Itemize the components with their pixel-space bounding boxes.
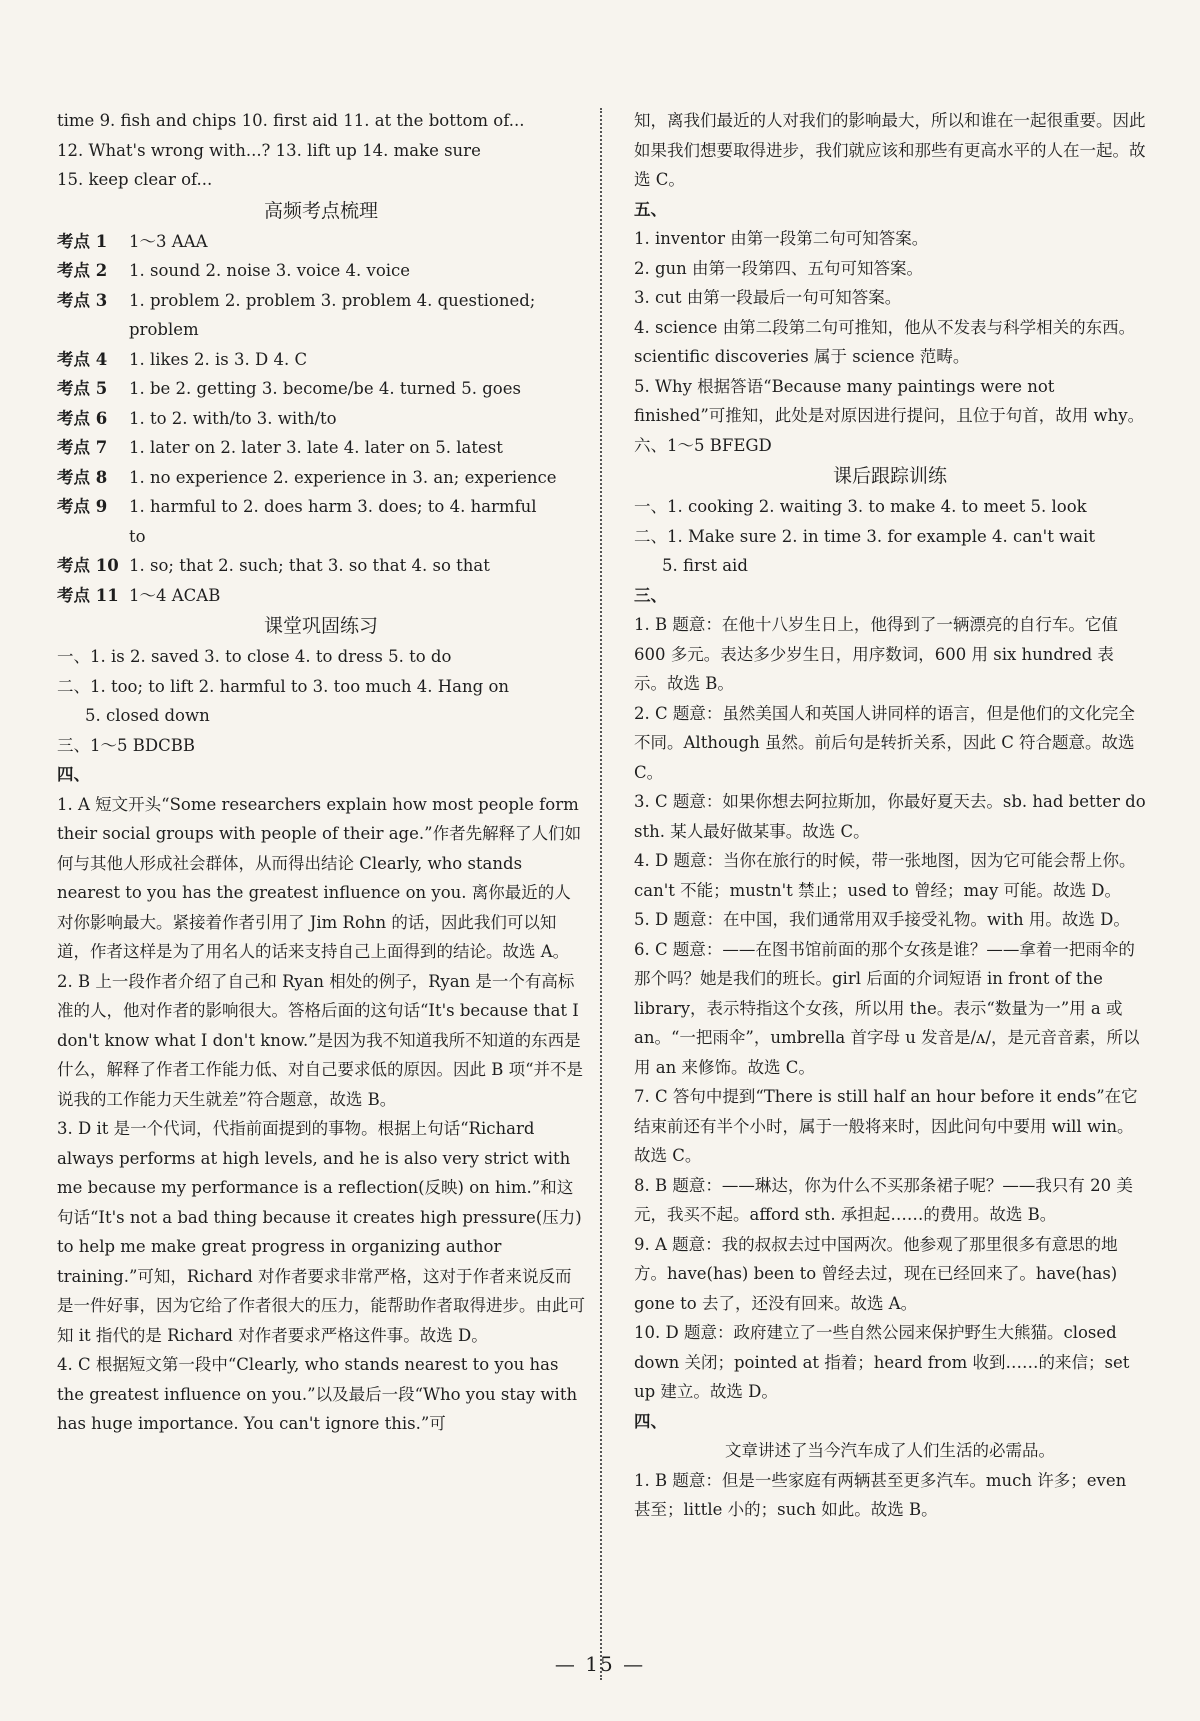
answer-line: time 9. fish and chips 10. first aid 11. at the bottom of... — [57, 111, 525, 130]
mcq-explanation: 7. C 答句中提到“There is still half an hour before it ends”在它结束前还有半个小时，属于一般将来时，因此问句中要用 will win。故选 C。 — [634, 1087, 1138, 1165]
answer-explanation: 4. C 根据短文第一段中“Clearly, who stands nearest to you has the greatest influence on you.”以及最后一段“Who you stay with has huge importance. You can't ignore this.”可 — [57, 1355, 578, 1433]
kaodian-answer: 1. no experience 2. experience in 3. an; experience — [129, 467, 557, 487]
kaodian-row — [57, 551, 585, 581]
kaodian-label: 考点 2 — [57, 261, 108, 280]
kaodian-label: 考点 9 — [57, 497, 108, 516]
answer-explanation-continued: 知，离我们最近的人对我们的影响最大，所以和谁在一起很重要。因此如果我们想要取得进步，我们就应该和那些有更高水平的人在一起。故选 C。 — [634, 111, 1146, 189]
kaodian-answer: 1. so; that 2. such; that 3. so that 4. so that — [129, 556, 490, 575]
mcq-explanation: 9. A 题意：我的叔叔去过中国两次。他参观了那里很多有意思的地方。have(has) been to 曾经去过，现在已经回来了。have(has) gone to 去了，还没有回来。故选 A。 — [634, 1234, 1118, 1313]
kaodian-answer: 1～4 ACAB — [129, 585, 221, 605]
kaodian-label: 考点 4 — [57, 349, 108, 369]
kaodian-row — [57, 522, 585, 552]
mcq-explanation: 2. C 题意：虽然美国人和英国人讲同样的语言，但是他们的文化完全不同。Although 虽然。前后句是转折关系，因此 C 符合题意。故选 C。 — [634, 703, 1135, 782]
section-label-four: 四、 — [634, 1411, 667, 1431]
mcq-explanation: 1. B 题意：在他十八岁生日上，他得到了一辆漂亮的自行车。它值 600 多元。表达多少岁生日，用序数词，600 用 six hundred 表示。故选 B。 — [634, 615, 1118, 693]
kaodian-row — [57, 374, 585, 404]
answer-line: 2. gun 由第一段第四、五句可知答案。 — [634, 258, 924, 278]
kaodian-label: 考点 11 — [57, 585, 119, 605]
kaodian-row — [57, 227, 585, 257]
answer-line: 12. What's wrong with...? 13. lift up 14. make sure — [57, 140, 481, 160]
practice-line: 四、 — [57, 765, 90, 784]
kaodian-label: 考点 6 — [57, 408, 108, 428]
page-number: — 15 — — [554, 1652, 646, 1676]
mcq-explanation: 5. D 题意：在中国，我们通常用双手接受礼物。with 用。故选 D。 — [634, 910, 1130, 929]
kaodian-label: 考点 1 — [57, 231, 108, 251]
kaodian-answer: 1. be 2. getting 3. become/be 4. turned 5. goes — [129, 379, 521, 398]
mcq-explanation: 4. D 题意：当你在旅行的时候，带一张地图，因为它可能会帮上你。can't 不能；mustn't 禁止；used to 曾经；may 可能。故选 D。 — [634, 851, 1136, 900]
answer-line: 5. Why 根据答语“Because many paintings were not finished”可推知，此处是对原因进行提问，且位于句首，故用 why。 — [634, 376, 1145, 425]
kaodian-answer: 1. problem 2. problem 3. problem 4. questioned; — [129, 290, 536, 310]
kaodian-row — [57, 315, 585, 345]
kaodian-row — [57, 345, 585, 375]
kaodian-row — [57, 286, 585, 316]
kaodian-label: 考点 10 — [57, 556, 119, 575]
drill-line: 5. first aid — [662, 556, 748, 575]
kaodian-label: 考点 8 — [57, 467, 108, 487]
mcq-explanation: 1. B 题意：但是一些家庭有两辆甚至更多汽车。much 许多；even 甚至；little 小的；such 如此。故选 B。 — [634, 1470, 1127, 1519]
answer-line: 1. inventor 由第一段第二句可知答案。 — [634, 229, 929, 248]
drill-line: 一、1. cooking 2. waiting 3. to make 4. to meet 5. look — [634, 497, 1087, 516]
drill-line: 三、 — [634, 585, 667, 605]
mcq-explanation: 6. C 题意：——在图书馆前面的那个女孩是谁？——拿着一把雨伞的那个吗？她是我们的班长。girl 后面的介词短语 in front of the library，表示特指这个女孩，所以用 the。表示“数量为一”用 a 或 an。“一把雨伞”，umbrella 首字母 u 发音是/ʌ/，是元音音素，所以用 an 来修饰。故选 C。 — [634, 939, 1140, 1077]
section-six: 六、1～5 BFEGD — [634, 435, 772, 455]
kaodian-answer: 1. harmful to 2. does harm 3. does; to 4. harmful — [129, 497, 537, 516]
practice-line: 5. closed down — [85, 706, 210, 725]
mcq-explanation: 3. C 题意：如果你想去阿拉斯加，你最好夏天去。sb. had better do sth. 某人最好做某事。故选 C。 — [634, 792, 1146, 841]
kaodian-label: 考点 7 — [57, 438, 108, 457]
section-label-five: 五、 — [634, 199, 667, 219]
kaodian-row — [57, 404, 585, 434]
mcq-explanation: 8. B 题意：——琳达，你为什么不买那条裙子呢？——我只有 20 美元，我买不起。afford sth. 承担起……的费用。故选 B。 — [634, 1175, 1133, 1224]
answer-line: 4. science 由第二段第二句可推知，他从不发表与科学相关的东西。scientific discoveries 属于 science 范畴。 — [634, 317, 1136, 366]
kaodian-row — [57, 492, 585, 522]
answer-explanation: 3. D it 是一个代词，代指前面提到的事物。根据上句话“Richard always performs at high levels, and he is also very strict with me because my performance is a reflection(反映) on him.”和这句话“It's not a bad thing because it creates high pressure(压力) to help me make great progress in organizing author training.”可知，Richard 对作者要求非常严格，这对于作者来说反而是一件好事，因为它给了作者很大的压力，能帮助作者取得进步。由此可知 it 指代的是 Richard 对作者要求严格这件事。故选 D。 — [57, 1119, 585, 1345]
section-heading-class-practice: 课堂巩固练习 — [263, 615, 378, 637]
practice-line: 三、1～5 BDCBB — [57, 735, 195, 755]
kaodian-row — [57, 433, 585, 463]
kaodian-answer: 1. sound 2. noise 3. voice 4. voice — [129, 261, 411, 280]
answer-line: 15. keep clear of... — [57, 170, 213, 189]
mcq-explanation: 10. D 题意：政府建立了一些自然公园来保护野生大熊猫。closed down 关闭；pointed at 指着；heard from 收到……的来信；set up 建立。故选 D。 — [634, 1323, 1130, 1401]
kaodian-answer: 1. later on 2. later 3. late 4. later on 5. latest — [129, 438, 503, 457]
section-heading-follow-up: 课后跟踪训练 — [832, 465, 947, 487]
kaodian-row — [57, 581, 585, 611]
practice-line: 二、1. too; to lift 2. harmful to 3. too much 4. Hang on — [57, 676, 510, 696]
kaodian-label: 考点 3 — [57, 290, 108, 310]
answer-line: 3. cut 由第一段最后一句可知答案。 — [634, 288, 902, 307]
practice-line: 一、1. is 2. saved 3. to close 4. to dress 5. to do — [57, 647, 452, 666]
section-heading-high-frequency: 高频考点梳理 — [263, 199, 378, 222]
passage-summary: 文章讲述了当今汽车成了人们生活的必需品。 — [725, 1441, 1055, 1460]
left-column — [57, 106, 585, 1439]
kaodian-answer: 1. to 2. with/to 3. with/to — [129, 408, 337, 428]
kaodian-row — [57, 256, 585, 286]
answer-explanation: 1. A 短文开头“Some researchers explain how most people form their social groups with people of their age.”作者先解释了人们如何与其他人形成社会群体，从而得出结论 Clearly, who stands nearest to you has the greatest influence on you. 离你最近的人对你影响最大。紧接着作者引用了 Jim Rohn 的话，因此我们可以知道，作者这样是为了用名人的话来支持自己上面得到的结论。故选 A。 — [57, 794, 582, 961]
column-divider — [600, 108, 602, 1680]
kaodian-answer: 1. likes 2. is 3. D 4. C — [129, 349, 308, 369]
drill-line: 二、1. Make sure 2. in time 3. for example 4. can't wait — [634, 526, 1095, 546]
answer-explanation: 2. B 上一段作者介绍了自己和 Ryan 相处的例子，Ryan 是一个有高标准的人，他对作者的影响很大。答格后面的这句话“It's because that I don't know what I don't know.”是因为我不知道我所不知道的东西是什么，解释了作者工作能力低、对自己要求低的原因。因此 B 项“并不是说我的工作能力天生就差”符合题意，故选 B。 — [57, 971, 584, 1109]
kaodian-answer: to — [129, 526, 146, 546]
kaodian-answer: problem — [129, 320, 199, 339]
kaodian-answer: 1～3 AAA — [129, 231, 208, 251]
kaodian-label: 考点 5 — [57, 379, 108, 398]
kaodian-row — [57, 463, 585, 493]
right-column — [634, 106, 1146, 1525]
